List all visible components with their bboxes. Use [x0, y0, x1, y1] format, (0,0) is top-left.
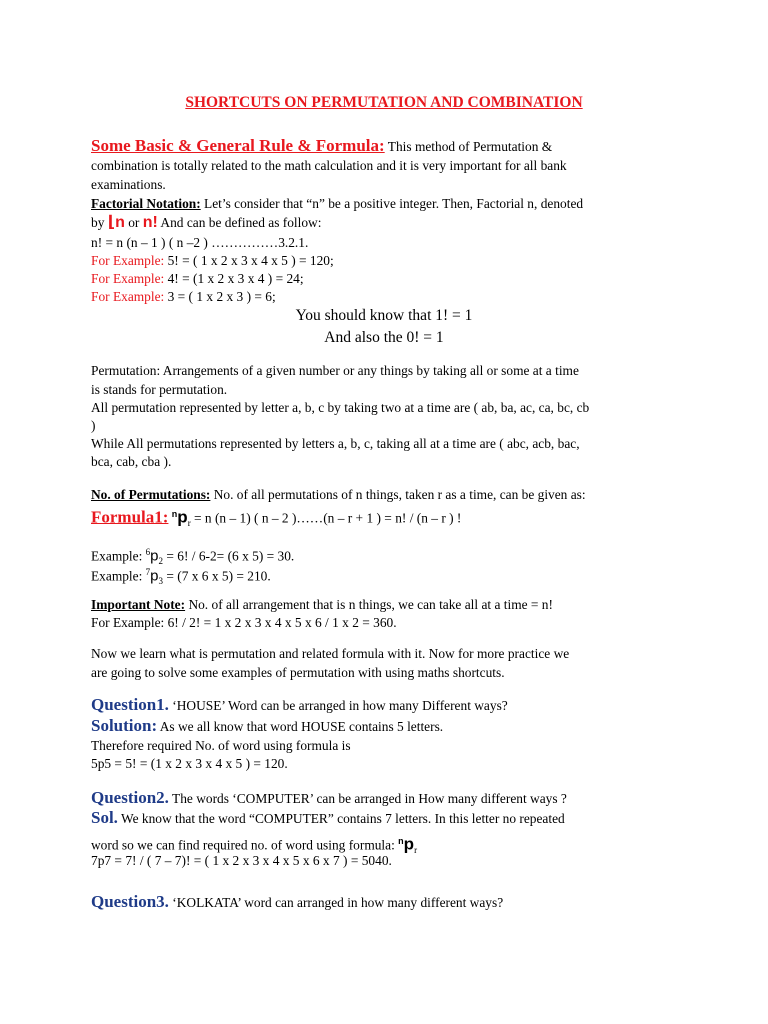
important-label: Important Note: — [91, 597, 186, 612]
formula-p: p — [403, 834, 415, 854]
factorial-or: or — [124, 215, 143, 230]
factorial-definition: n! = n (n – 1 ) ( n –2 ) ……………3.2.1. — [91, 235, 309, 250]
factorial-text-2: And can be defined as follow: — [157, 215, 322, 230]
example-sub: 2 — [158, 556, 164, 567]
example-sub: 3 — [158, 576, 164, 587]
question-3-text: ‘KOLKATA’ word can arranged in how many different ways? — [168, 895, 504, 910]
question-1-text: ‘HOUSE’ Word can be arranged in how many Different ways? — [168, 698, 508, 713]
example-text: = (7 x 6 x 5) = 210. — [163, 568, 271, 584]
example-prefix: Example: — [91, 568, 146, 584]
practice-line-1: Now we learn what is permutation and related formula with it. Now for more practice we — [91, 646, 570, 661]
num-perm-label: No. of Permutations: — [91, 487, 211, 502]
num-perm-example-2 — [91, 563, 271, 590]
formula-r: r — [187, 518, 191, 529]
intro-line-3: examinations. — [91, 177, 166, 192]
question-3-label: Question3. — [91, 892, 169, 911]
example-label: For Example: — [91, 253, 165, 268]
solution-2-label: Sol. — [91, 808, 118, 827]
factorial-note-2: And also the 0! = 1 — [324, 329, 444, 346]
formula-p: p — [177, 507, 188, 527]
page-title: SHORTCUTS ON PERMUTATION AND COMBINATION — [185, 94, 583, 111]
solution-1-line-2: Therefore required No. of word using formula is — [91, 738, 351, 753]
example-p: p — [150, 567, 159, 585]
permutation-line-1: Permutation: Arrangements of a given number or any things by taking all or some at a time — [91, 363, 579, 378]
factorial-label: Factorial Notation: — [91, 196, 201, 211]
formula1-text: = n (n – 1) ( n – 2 )……(n – r + 1 ) = n! / (n – r ) ! — [190, 510, 462, 526]
permutation-line-3: All permutation represented by letter a, b, c by taking two at a time are ( ab, ba, ac, ca, bc, cb — [91, 400, 590, 415]
solution-2-line-3: 7p7 = 7! / ( 7 – 7)! = ( 1 x 2 x 3 x 4 x 5 x 6 x 7 ) = 5040. — [91, 853, 392, 868]
formula-n: n — [398, 836, 404, 846]
question-2 — [91, 789, 567, 808]
factorial-symbol-floor: ⌊n — [107, 214, 125, 231]
example-label: For Example: — [91, 271, 165, 286]
example-text: 4! = (1 x 2 x 3 x 4 ) = 24; — [164, 271, 304, 286]
intro-line-2: combination is totally related to the math calculation and it is very important for all bank — [91, 158, 567, 173]
question-2-text: The words ‘COMPUTER’ can be arranged in How many different ways ? — [168, 791, 567, 806]
intro-line-1 — [91, 137, 552, 156]
permutation-line-5: While All permutations represented by letters a, b, c, taking all at a time are ( abc, acb, bac, — [91, 436, 580, 451]
solution-2-line-2-text: word so we can find required no. of word using formula: — [91, 837, 399, 853]
factorial-symbol-bang: n! — [142, 214, 158, 231]
question-1-label: Question1. — [91, 695, 169, 714]
factorial-text-1: Let’s consider that “n” be a positive integer. Then, Factorial n, denoted — [200, 196, 584, 211]
num-perm-text: No. of all permutations of n things, taken r as a time, can be given as: — [210, 487, 586, 502]
formula1-label: Formula1: — [91, 507, 169, 527]
question-1 — [91, 696, 508, 715]
factorial-line-1 — [91, 195, 583, 213]
example-prefix: Example: — [91, 548, 146, 564]
important-text: No. of all arrangement that is n things, we can take all at a time = n! — [185, 597, 553, 612]
factorial-example-3 — [91, 288, 276, 306]
example-p: p — [150, 547, 159, 565]
important-note-line — [91, 596, 553, 614]
permutation-line-4: ) — [91, 418, 96, 433]
solution-1 — [91, 717, 443, 736]
example-text: 3 = ( 1 x 2 x 3 ) = 6; — [164, 289, 276, 304]
permutation-line-6: bca, cab, cba ). — [91, 454, 172, 469]
factorial-example-1 — [91, 252, 334, 270]
question-3 — [91, 893, 503, 912]
practice-line-2: are going to solve some examples of permutation with using maths shortcuts. — [91, 665, 505, 680]
factorial-by: by — [91, 215, 108, 230]
example-label: For Example: — [91, 289, 165, 304]
factorial-line-2 — [91, 214, 321, 232]
solution-1-label: Solution: — [91, 716, 158, 735]
example-sup: 6 — [145, 547, 151, 557]
formula1-line — [91, 505, 461, 532]
example-text: = 6! / 6-2= (6 x 5) = 30. — [163, 548, 295, 564]
question-2-label: Question2. — [91, 788, 169, 807]
solution-1-text: As we all know that word HOUSE contains 5 letters. — [157, 719, 444, 734]
factorial-example-2 — [91, 270, 304, 288]
formula-r: r — [414, 845, 418, 856]
intro-heading: Some Basic & General Rule & Formula: — [91, 136, 385, 155]
important-example: For Example: 6! / 2! = 1 x 2 x 3 x 4 x 5 x 6 / 1 x 2 = 360. — [91, 615, 397, 630]
solution-2 — [91, 809, 565, 828]
solution-1-line-3: 5p5 = 5! = (1 x 2 x 3 x 4 x 5 ) = 120. — [91, 756, 288, 771]
example-text: 5! = ( 1 x 2 x 3 x 4 x 5 ) = 120; — [164, 253, 334, 268]
intro-text-1: This method of Permutation & — [384, 139, 553, 154]
permutation-line-2: is stands for permutation. — [91, 382, 228, 397]
formula-n: n — [171, 509, 178, 519]
factorial-note-1: You should know that 1! = 1 — [295, 307, 473, 324]
num-perm-line — [91, 486, 586, 504]
example-sup: 7 — [145, 567, 151, 577]
solution-2-text: We know that the word “COMPUTER” contains 7 letters. In this letter no repeated — [117, 811, 565, 826]
